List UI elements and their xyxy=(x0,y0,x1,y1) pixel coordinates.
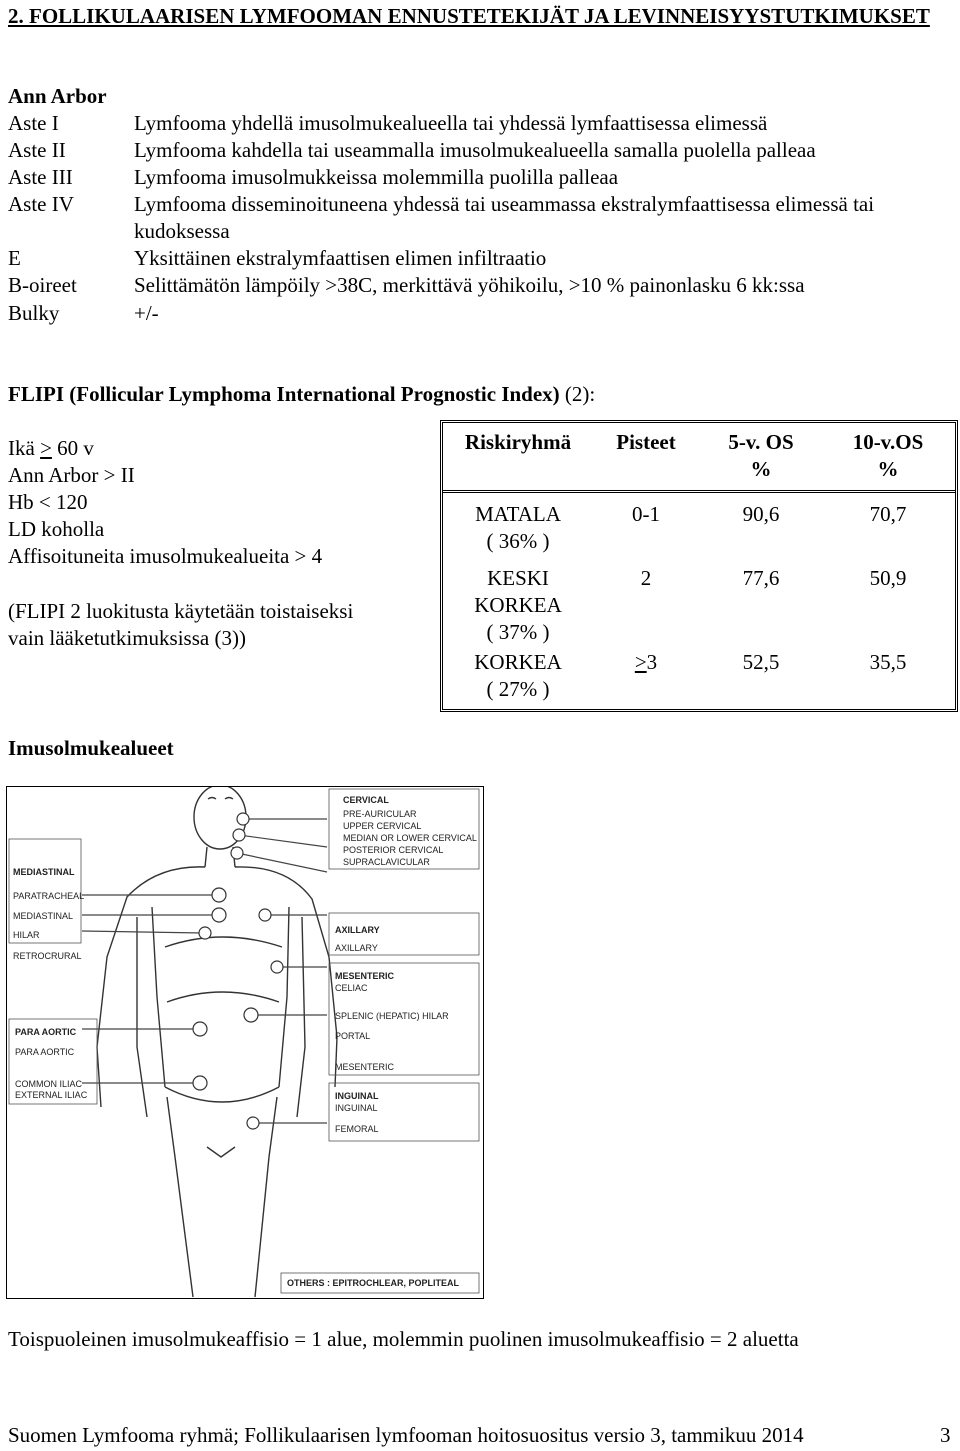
lymph-regions-heading: Imusolmukealueet xyxy=(8,736,174,760)
ann-arbor-key: Aste III xyxy=(8,165,73,189)
table-header-group: Riskiryhmä xyxy=(464,430,572,454)
ann-arbor-text: Lymfooma disseminoituneena yhdessä tai useammassa ekstralymfaattisessa elimessä tai kudoksessa xyxy=(134,192,875,243)
figure-label: AXILLARY xyxy=(335,943,378,953)
figure-label: POSTERIOR CERVICAL xyxy=(343,845,444,855)
table-header-divider xyxy=(443,490,955,493)
table-header-os10: 10-v.OS xyxy=(852,430,924,454)
table-cell-points xyxy=(591,565,701,592)
table-cell-pct: ( 37% ) xyxy=(486,620,550,644)
ann-arbor-key: E xyxy=(8,246,21,270)
table-header-points: Pisteet xyxy=(616,430,676,454)
flipi2-note-line1: (FLIPI 2 luokitusta käytetään toistaiseksi xyxy=(8,599,354,623)
criterion-age-symbol: > xyxy=(40,436,52,460)
flipi-heading xyxy=(8,381,595,408)
figure-label: EXTERNAL ILIAC xyxy=(15,1090,88,1100)
lymph-node-regions-figure xyxy=(6,786,484,1299)
table-cell-os10: 70,7 xyxy=(869,502,907,526)
figure-label: COMMON ILIAC xyxy=(15,1079,83,1089)
figure-label-mesenteric: MESENTERIC xyxy=(335,971,395,981)
points-value: 3 xyxy=(646,650,658,674)
figure-label: PORTAL xyxy=(335,1031,371,1041)
table-cell-pct: ( 27% ) xyxy=(486,677,550,701)
page-number: 3 xyxy=(940,1423,951,1447)
ann-arbor-key: Aste I xyxy=(8,111,59,135)
flipi-heading-text: FLIPI (Follicular Lymphoma International Prognostic Index) xyxy=(8,382,560,406)
table-cell-points xyxy=(591,501,701,528)
body-outline xyxy=(97,786,337,1297)
figure-label: MEDIAN OR LOWER CERVICAL xyxy=(343,833,477,843)
figure-labels xyxy=(9,789,479,1293)
ann-arbor-key: Bulky xyxy=(8,301,60,325)
flipi-table xyxy=(440,420,958,712)
figure-label: MESENTERIC xyxy=(335,1062,395,1072)
figure-label: MEDIASTINAL xyxy=(13,911,74,921)
table-cell-points xyxy=(591,649,701,676)
table-header-os10-unit: % xyxy=(877,457,899,481)
table-cell-os10: 50,9 xyxy=(869,566,907,590)
figure-label: PARATRACHEAL xyxy=(13,891,85,901)
table-cell-os5: 90,6 xyxy=(742,502,780,526)
ann-arbor-text: Selittämätön lämpöily >38C, merkittävä yöhikoilu, >10 % painonlasku 6 kk:ssa xyxy=(134,273,805,297)
figure-label: PARA AORTIC xyxy=(15,1047,75,1057)
ann-arbor-key: Aste II xyxy=(8,138,66,162)
table-cell-os5: 52,5 xyxy=(742,650,780,674)
figure-label: SUPRACLAVICULAR xyxy=(343,857,430,867)
table-cell-os5: 77,6 xyxy=(742,566,780,590)
ann-arbor-text: Lymfooma kahdella tai useammalla imusolmukealueella samalla puolella palleaa xyxy=(134,138,816,162)
table-cell-pct: ( 36% ) xyxy=(486,529,550,553)
criterion-nodes: Affisoituneita imusolmukealueita > 4 xyxy=(8,544,323,568)
points-value: 0-1 xyxy=(632,502,660,526)
table-cell-os10: 35,5 xyxy=(869,650,907,674)
table-header-os5-unit: % xyxy=(750,457,772,481)
ann-arbor-key: Aste IV xyxy=(8,192,74,216)
criterion-ann-arbor: Ann Arbor > II xyxy=(8,463,135,487)
footer-text: Suomen Lymfooma ryhmä; Follikulaarisen lymfooman hoitosuositus versio 3, tammikuu 2014 xyxy=(8,1423,804,1447)
table-cell-group: MATALA xyxy=(475,502,561,526)
criterion-age xyxy=(8,435,94,462)
ann-arbor-text: Lymfooma yhdellä imusolmukealueella tai yhdessä lymfaattisessa elimessä xyxy=(134,111,768,135)
flipi2-note-line2: vain lääketutkimuksissa (3)) xyxy=(8,626,246,650)
ann-arbor-text: +/- xyxy=(134,301,159,325)
title-text: 2. FOLLIKULAARISEN LYMFOOMAN ENNUSTETEKIJÄT JA LEVINNEISYYSTUTKIMUKSET xyxy=(8,4,930,28)
table-header-os5: 5-v. OS xyxy=(728,430,794,454)
criterion-hb: Hb < 120 xyxy=(8,490,88,514)
figure-label-cervical: CERVICAL xyxy=(343,795,389,805)
figure-label-axillary: AXILLARY xyxy=(335,925,380,935)
ann-arbor-key: B-oireet xyxy=(8,273,77,297)
table-cell-group: KESKI xyxy=(487,566,549,590)
table-cell-group: KORKEA xyxy=(474,650,562,674)
figure-label-para-aortic: PARA AORTIC xyxy=(15,1027,77,1037)
ann-arbor-text: Yksittäinen ekstralymfaattisen elimen infiltraatio xyxy=(134,246,547,270)
criterion-age-suffix: 60 v xyxy=(51,436,94,460)
laterality-note: Toispuoleinen imusolmukeaffisio = 1 alue, molemmin puolinen imusolmukeaffisio = 2 aluetta xyxy=(8,1327,799,1351)
figure-label: INGUINAL xyxy=(335,1103,378,1113)
figure-label: RETROCRURAL xyxy=(13,951,82,961)
figure-label-others: OTHERS : EPITROCHLEAR, POPLITEAL xyxy=(287,1278,460,1288)
figure-label-mediastinal: MEDIASTINAL xyxy=(13,867,75,877)
figure-label: PRE-AURICULAR xyxy=(343,809,417,819)
figure-label: FEMORAL xyxy=(335,1124,379,1134)
ann-arbor-heading: Ann Arbor xyxy=(8,84,107,108)
figure-label: HILAR xyxy=(13,930,40,940)
figure-label-inguinal: INGUINAL xyxy=(335,1091,379,1101)
figure-label: CELIAC xyxy=(335,983,368,993)
criterion-age-prefix: Ikä xyxy=(8,436,41,460)
flipi-heading-ref: (2): xyxy=(559,382,596,406)
ann-arbor-text: Lymfooma imusolmukkeissa molemmilla puolilla palleaa xyxy=(134,165,619,189)
points-value: 2 xyxy=(640,566,652,590)
points-prefix: > xyxy=(634,650,647,674)
page-title xyxy=(8,2,948,30)
figure-label: SPLENIC (HEPATIC) HILAR xyxy=(335,1011,449,1021)
table-cell-group-line2: KORKEA xyxy=(474,593,562,617)
figure-label: UPPER CERVICAL xyxy=(343,821,422,831)
criterion-ld: LD koholla xyxy=(8,517,105,541)
